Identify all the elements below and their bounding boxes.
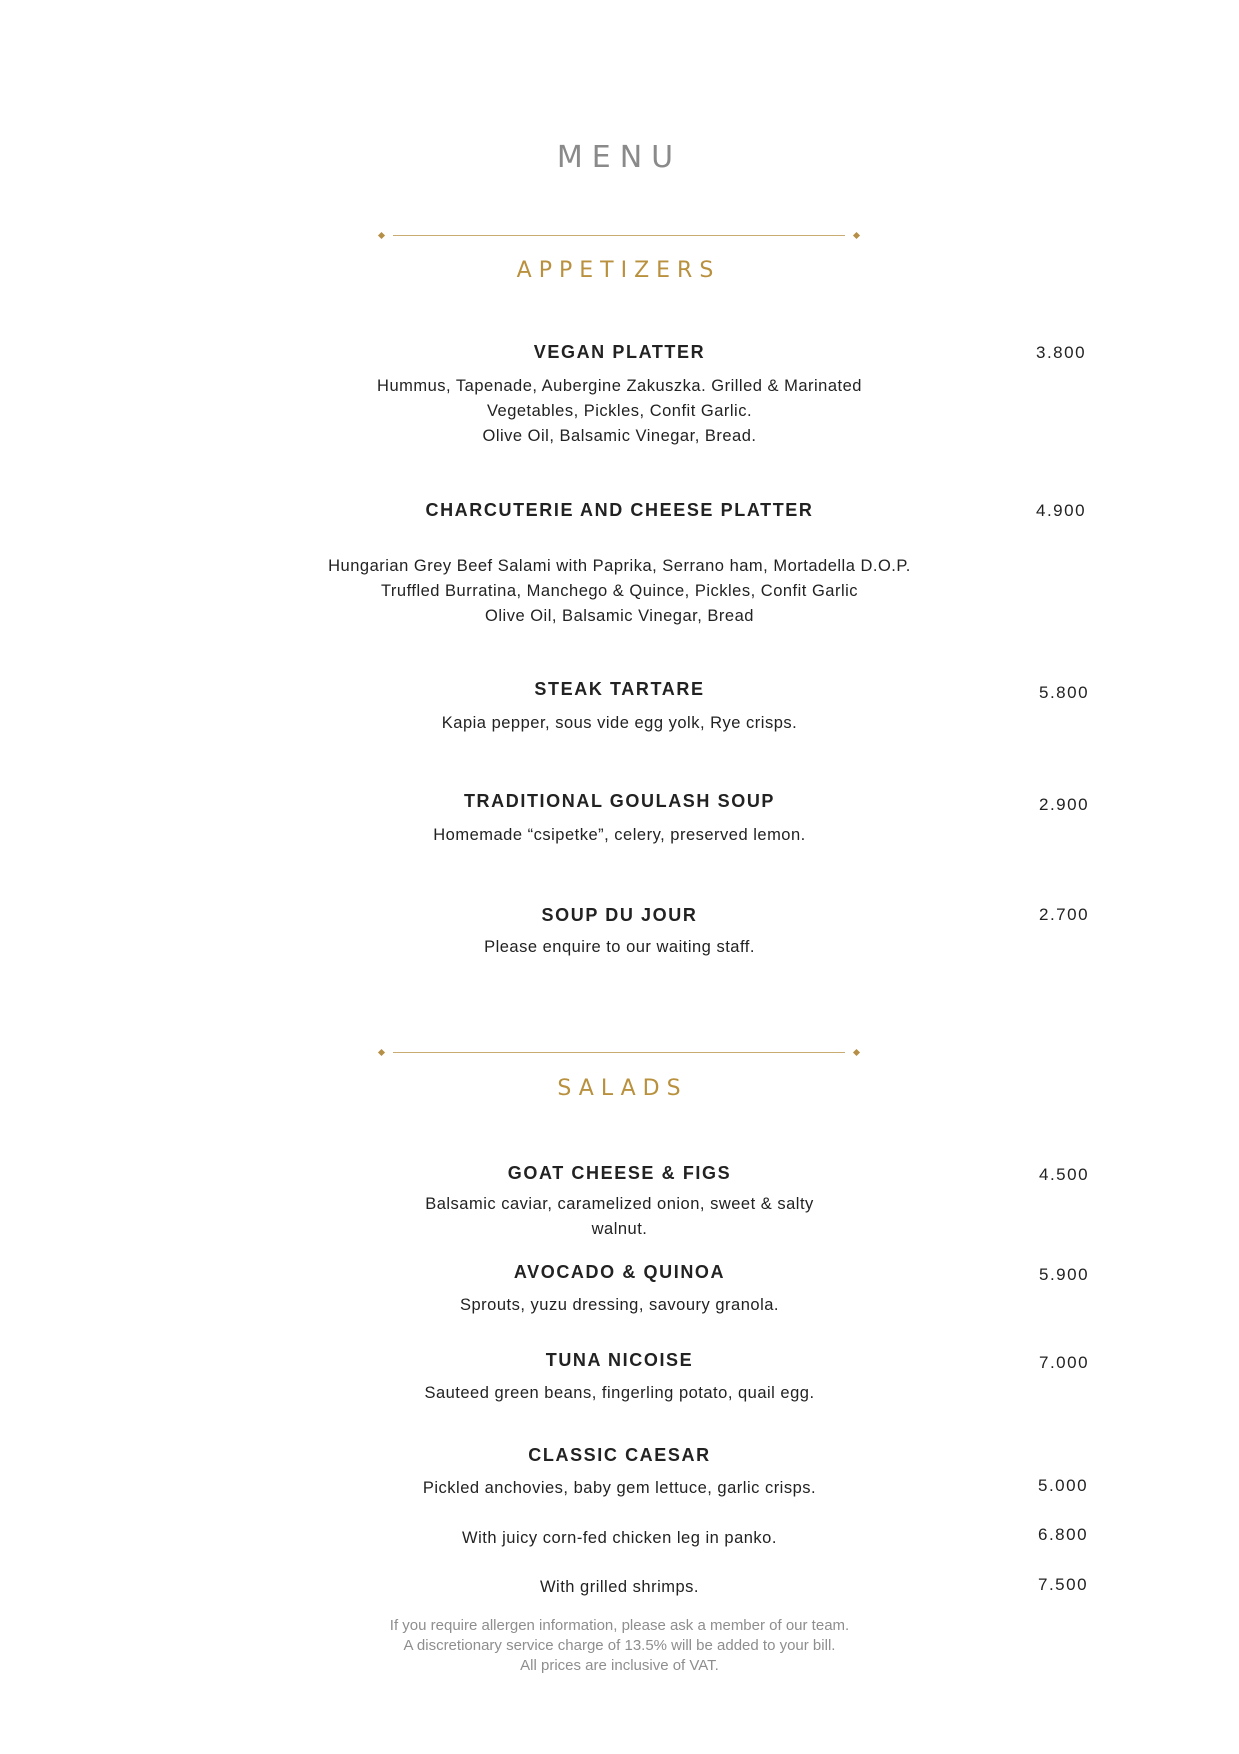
item-name: STEAK TARTARE [534, 679, 705, 699]
item-price: 2.900 [1039, 795, 1090, 814]
desc-line: Please enquire to our waiting staff. [484, 938, 755, 956]
desc-line: Sauteed green beans, fingerling potato, quail egg. [424, 1384, 815, 1402]
item-description [0, 1192, 1239, 1242]
footer-line-vat: All prices are inclusive of VAT. [520, 1657, 719, 1674]
desc-line: Kapia pepper, sous vide egg yolk, Rye crisps. [441, 714, 798, 732]
section-divider [377, 1047, 861, 1059]
item-variant-description: With grilled shrimps. [539, 1578, 700, 1596]
menu-title: MENU [556, 140, 683, 175]
item-price: 5.900 [1039, 1265, 1090, 1284]
desc-line: Olive Oil, Balsamic Vinegar, Bread [485, 607, 754, 625]
item-variant-description: Pickled anchovies, baby gem lettuce, garlic crisps. [422, 1479, 817, 1497]
item-description [0, 935, 1239, 960]
item-price: 4.900 [1036, 501, 1087, 520]
item-name: GOAT CHEESE & FIGS [507, 1163, 732, 1183]
item-variant-price: 6.800 [1038, 1525, 1089, 1544]
desc-line: Hungarian Grey Beef Salami with Paprika, Serrano ham, Mortadella D.O.P. [328, 557, 911, 575]
footer-line-service-charge: A discretionary service charge of 13.5% will be added to your bill. [403, 1637, 836, 1654]
item-name: SOUP DU JOUR [541, 905, 698, 925]
divider-diamond-icon [853, 1049, 860, 1056]
item-name: VEGAN PLATTER [533, 342, 706, 362]
item-description [0, 554, 1239, 629]
section-title-appetizers: APPETIZERS [516, 258, 721, 283]
item-price: 3.800 [1036, 343, 1087, 362]
desc-line: Homemade “csipetke”, celery, preserved lemon. [433, 826, 806, 844]
item-name: AVOCADO & QUINOA [513, 1262, 726, 1282]
desc-line: Hummus, Tapenade, Aubergine Zakuszka. Grilled & Marinated [377, 377, 862, 395]
item-name: TUNA NICOISE [545, 1350, 694, 1370]
item-name: CHARCUTERIE AND CHEESE PLATTER [425, 500, 814, 520]
footer-line-allergen: If you require allergen information, please ask a member of our team. [389, 1617, 850, 1634]
item-description [0, 1381, 1239, 1406]
item-description [0, 823, 1239, 848]
item-description [0, 1293, 1239, 1318]
divider-line [393, 1052, 845, 1053]
desc-line: Truffled Burratina, Manchego & Quince, Pickles, Confit Garlic [380, 582, 859, 600]
section-divider [377, 230, 861, 242]
item-name: CLASSIC CAESAR [528, 1445, 711, 1465]
divider-diamond-icon [853, 232, 860, 239]
desc-line: walnut. [591, 1220, 648, 1238]
section-title-salads: SALADS [557, 1076, 688, 1101]
item-name: TRADITIONAL GOULASH SOUP [463, 791, 776, 811]
desc-line: Balsamic caviar, caramelized onion, sweet & salty [425, 1195, 814, 1213]
divider-line [393, 235, 845, 236]
footer-notes [0, 1616, 1239, 1676]
desc-line: Olive Oil, Balsamic Vinegar, Bread. [482, 427, 757, 445]
item-variant-description: With juicy corn-fed chicken leg in panko. [462, 1529, 777, 1547]
item-price: 5.800 [1039, 683, 1090, 702]
desc-line: Vegetables, Pickles, Confit Garlic. [486, 402, 753, 420]
item-price: 4.500 [1039, 1165, 1090, 1184]
item-variant-price: 7.500 [1038, 1575, 1089, 1594]
item-description [0, 711, 1239, 736]
divider-diamond-icon [378, 1049, 385, 1056]
item-price: 7.000 [1039, 1353, 1090, 1372]
desc-line: Sprouts, yuzu dressing, savoury granola. [460, 1296, 779, 1314]
divider-diamond-icon [378, 232, 385, 239]
item-variant-price: 5.000 [1038, 1476, 1089, 1495]
item-price: 2.700 [1039, 905, 1090, 924]
item-description [0, 374, 1239, 449]
